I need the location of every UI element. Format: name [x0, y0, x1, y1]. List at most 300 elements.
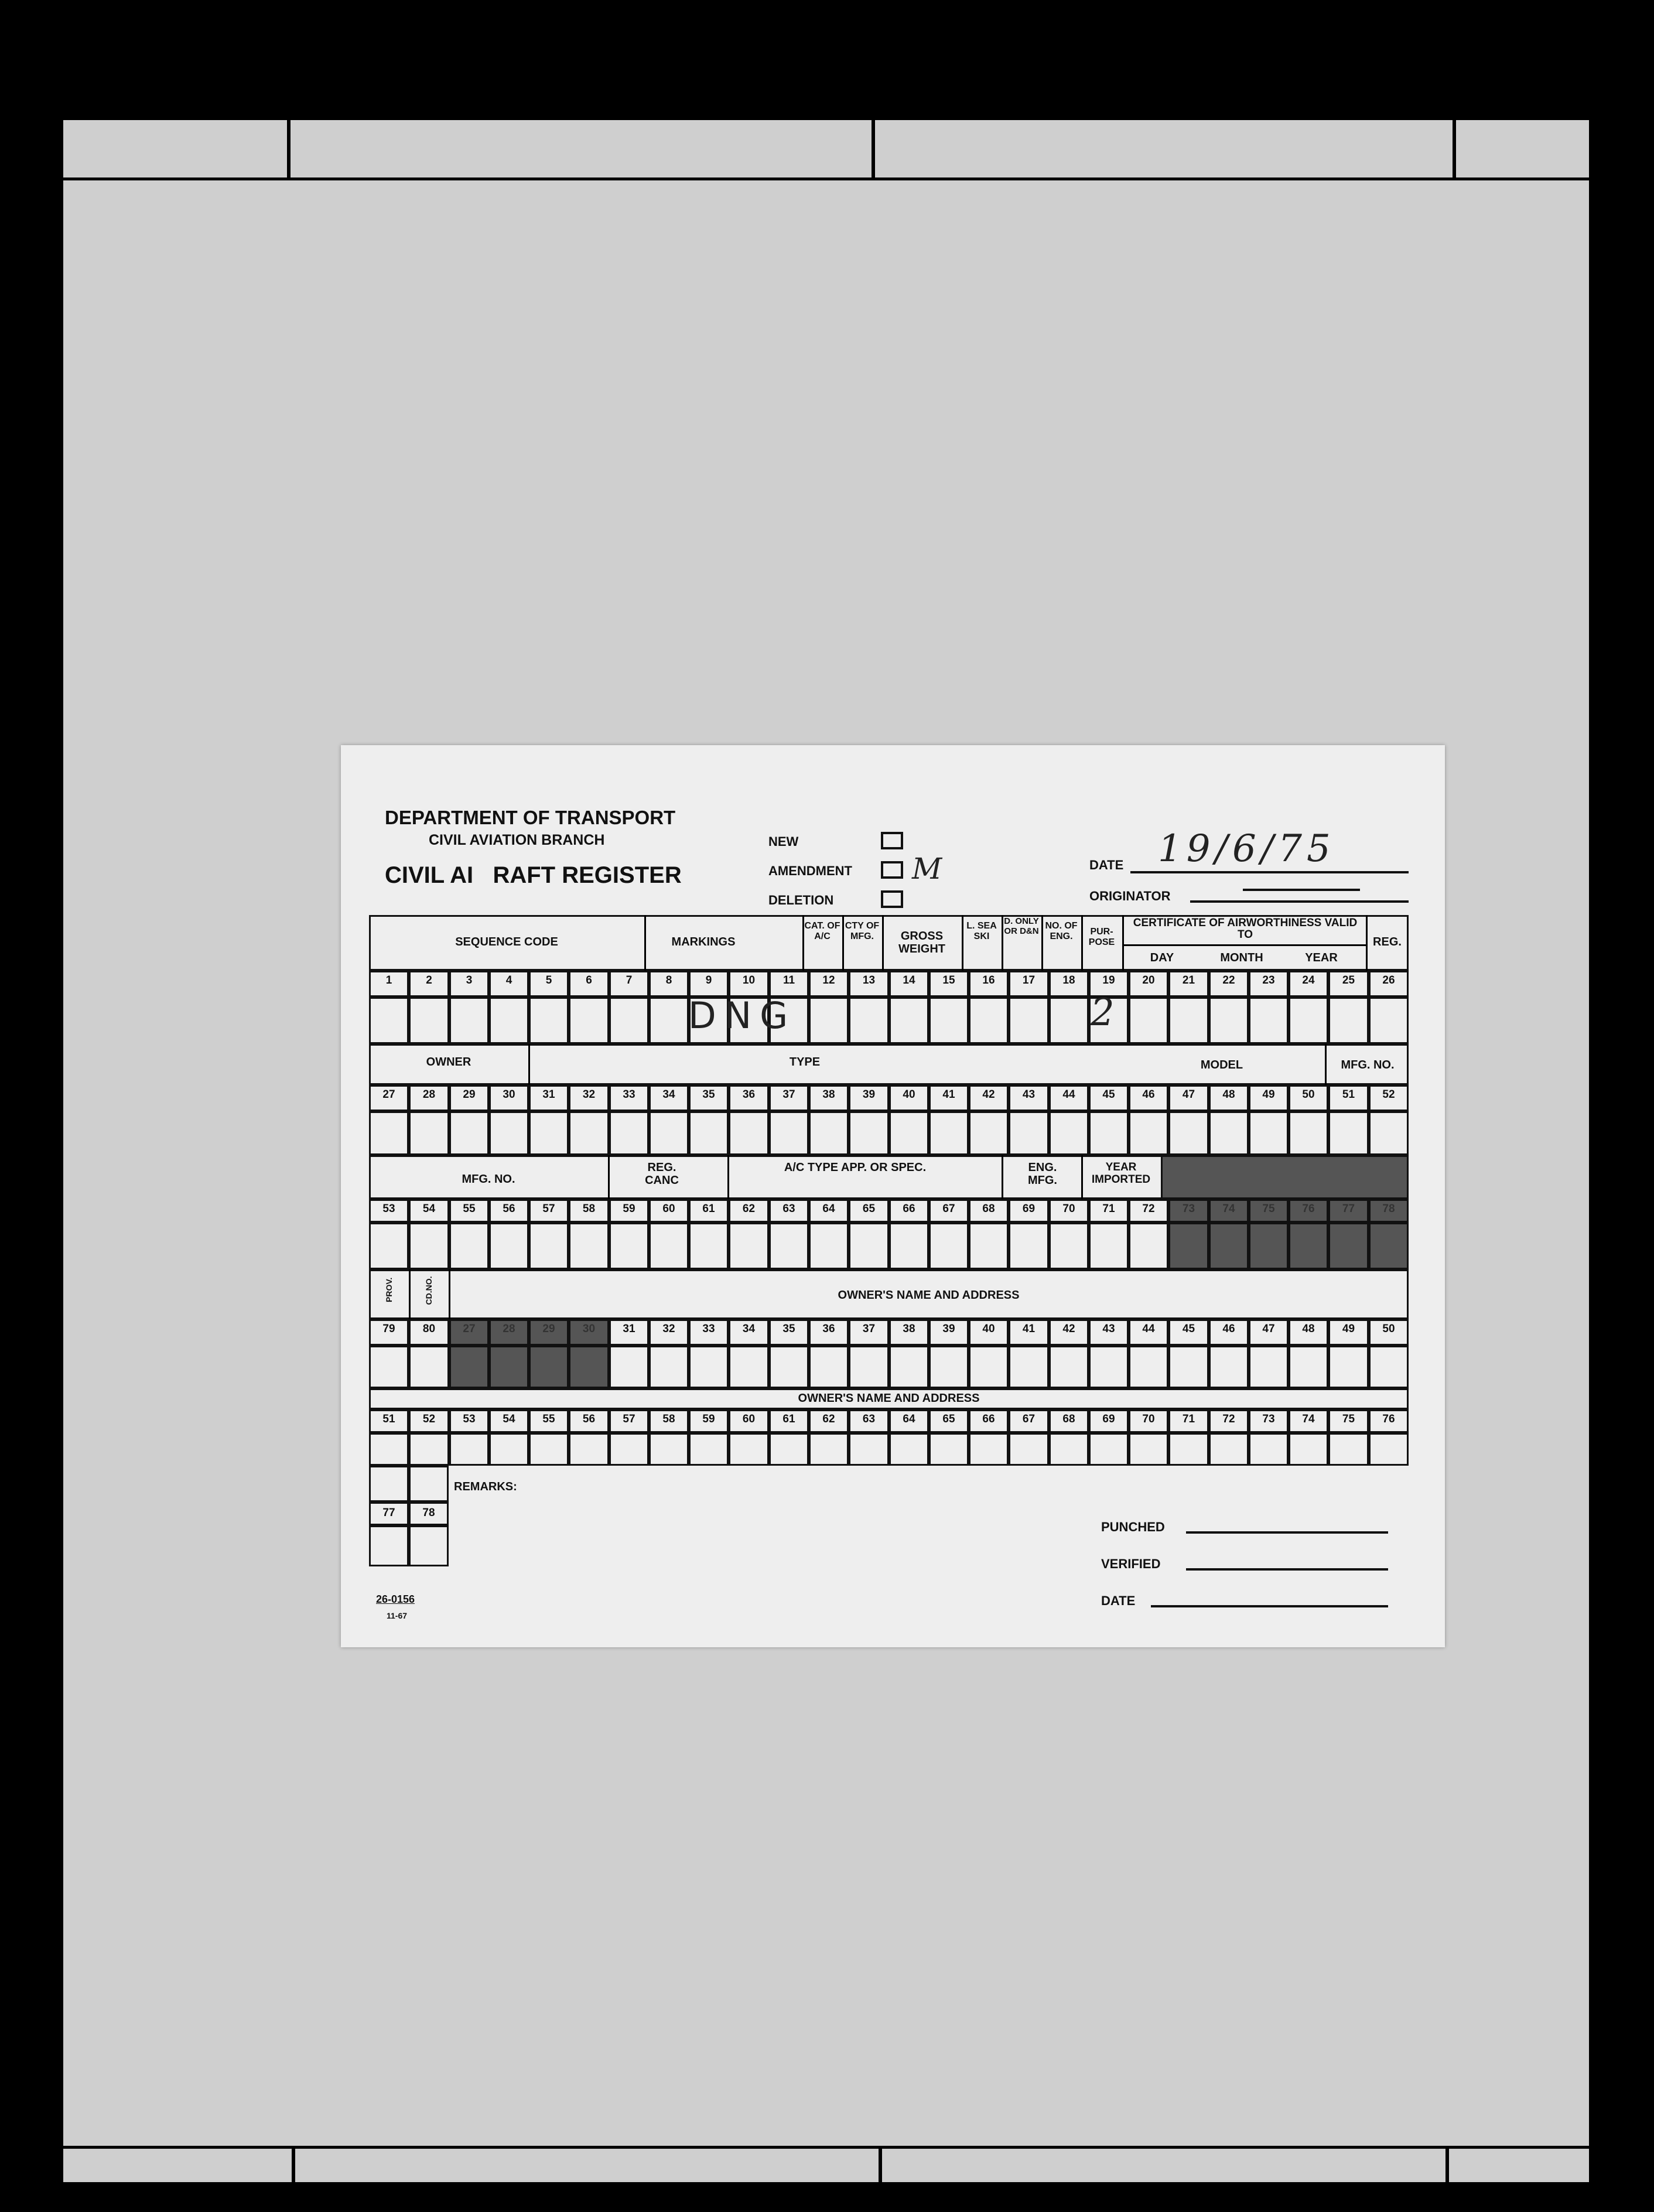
column-number: 6: [586, 974, 592, 986]
column-number: 28: [422, 1088, 436, 1101]
column-number: 74: [1222, 1203, 1235, 1215]
entry-cell[interactable]: [1369, 997, 1409, 1044]
entry-cell: [1249, 1223, 1289, 1269]
branch-heading: CIVIL AVIATION BRANCH: [429, 832, 605, 848]
deletion-label: DELETION: [768, 893, 834, 907]
entry-cell[interactable]: [649, 1223, 689, 1269]
column-number: 31: [542, 1088, 555, 1101]
column-number: 67: [1022, 1413, 1036, 1425]
entry-cell[interactable]: [1209, 1111, 1249, 1155]
entry-cell[interactable]: [689, 1111, 729, 1155]
entry-cell[interactable]: [1289, 1433, 1328, 1466]
entry-cell[interactable]: [1089, 1346, 1129, 1388]
column-number: 3: [466, 974, 473, 986]
column-number: 14: [903, 974, 915, 986]
column-number: 66: [903, 1203, 915, 1215]
footer-blank-2: [409, 1466, 449, 1502]
entry-cell[interactable]: [969, 1111, 1009, 1155]
column-number: 53: [382, 1203, 395, 1215]
column-number: 68: [982, 1203, 995, 1215]
column-number: 18: [1062, 974, 1075, 986]
markings-value: DNG: [688, 994, 797, 1037]
entry-cell[interactable]: [1369, 1111, 1409, 1155]
lsea-header: L. SEA SKI: [966, 921, 997, 941]
column-number: 78: [1382, 1203, 1395, 1215]
column-number: 77: [1342, 1203, 1355, 1215]
top-divider-left: [287, 120, 291, 179]
entry-cell[interactable]: [809, 1433, 849, 1466]
column-number: 25: [1342, 974, 1355, 986]
column-number: 45: [1182, 1323, 1195, 1335]
column-number: 64: [903, 1413, 915, 1425]
column-number: 32: [582, 1088, 596, 1101]
column-number: 16: [982, 974, 995, 986]
entry-cell[interactable]: [1049, 1111, 1089, 1155]
entry-cell[interactable]: [929, 997, 969, 1044]
entry-cell[interactable]: [409, 1346, 449, 1388]
entry-cell: [1168, 1223, 1209, 1269]
year-header: YEAR: [1305, 951, 1338, 964]
deletion-checkbox[interactable]: [881, 890, 903, 908]
column-number: 41: [1022, 1323, 1036, 1335]
entry-cell[interactable]: [849, 1433, 889, 1466]
column-number: 28: [503, 1323, 515, 1335]
entry-cell[interactable]: [369, 1433, 409, 1466]
column-number: 69: [1022, 1203, 1036, 1215]
entry-cell[interactable]: [929, 1433, 969, 1466]
entry-cell[interactable]: [489, 997, 529, 1044]
entry-cell[interactable]: [1168, 997, 1209, 1044]
entry-cell[interactable]: [1328, 1346, 1369, 1388]
column-number: 66: [982, 1413, 995, 1425]
column-number: 67: [942, 1203, 955, 1215]
top-frame-line: [63, 177, 1589, 180]
column-number: 65: [942, 1413, 955, 1425]
column-number: 12: [822, 974, 835, 986]
amendment-label: AMENDMENT: [768, 863, 852, 878]
column-number: 21: [1182, 974, 1195, 986]
owner-name-header-2: OWNER'S NAME AND ADDRESS: [798, 1392, 980, 1405]
form-date: 11-67: [387, 1611, 408, 1620]
column-number: 74: [1302, 1413, 1315, 1425]
originator-line: [1190, 900, 1409, 903]
entry-cell[interactable]: [889, 1111, 929, 1155]
entry-cell[interactable]: [369, 997, 409, 1044]
column-number: 29: [463, 1088, 476, 1101]
eng-mfg-header: ENG. MFG.: [1028, 1161, 1057, 1187]
entry-cell[interactable]: [849, 1111, 889, 1155]
column-number: 33: [623, 1088, 635, 1101]
column-number: 80: [422, 1323, 436, 1335]
column-number: 37: [782, 1088, 795, 1101]
column-number: 72: [1142, 1203, 1155, 1215]
column-number: 47: [1182, 1088, 1195, 1101]
amendment-checkbox[interactable]: [881, 861, 903, 879]
entry-cell[interactable]: [649, 1111, 689, 1155]
entry-cell: [1369, 1223, 1409, 1269]
mfg-no-header-2: MFG. NO.: [1341, 1059, 1395, 1071]
footer-date-label: DATE: [1101, 1593, 1136, 1608]
column-number: 36: [742, 1088, 756, 1101]
entry-cell[interactable]: [369, 1223, 409, 1269]
footer-entry-78[interactable]: [409, 1525, 449, 1566]
entry-cell[interactable]: [1209, 997, 1249, 1044]
column-number: 22: [1222, 974, 1235, 986]
entry-cell[interactable]: [889, 1433, 929, 1466]
entry-cell[interactable]: [1289, 1111, 1328, 1155]
column-number: 70: [1062, 1203, 1075, 1215]
entry-cell: [489, 1346, 529, 1388]
entry-cell[interactable]: [689, 1346, 729, 1388]
entry-cell[interactable]: [649, 1433, 689, 1466]
column-number: 19: [1102, 974, 1115, 986]
column-number: 73: [1262, 1413, 1275, 1425]
entry-cell[interactable]: [369, 1346, 409, 1388]
department-heading: DEPARTMENT OF TRANSPORT: [385, 807, 676, 828]
column-number: 46: [1142, 1088, 1155, 1101]
divider: [727, 1155, 729, 1199]
column-number: 38: [822, 1088, 835, 1101]
gross-weight-header: GROSS WEIGHT: [898, 930, 945, 955]
entry-cell[interactable]: [1168, 1111, 1209, 1155]
entry-cell[interactable]: [449, 1111, 489, 1155]
column-number: 33: [702, 1323, 715, 1335]
entry-cell[interactable]: [1009, 1346, 1049, 1388]
entry-cell: [1289, 1223, 1328, 1269]
column-number: 40: [903, 1088, 915, 1101]
prov-header: PROV.: [384, 1277, 394, 1302]
column-number: 43: [1022, 1088, 1036, 1101]
entry-cell[interactable]: [529, 997, 569, 1044]
entry-cell[interactable]: [929, 1223, 969, 1269]
entry-cell[interactable]: [969, 997, 1009, 1044]
entry-cell[interactable]: [809, 1223, 849, 1269]
column-number: 48: [1222, 1088, 1235, 1101]
entry-cell[interactable]: [369, 1111, 409, 1155]
entry-cell[interactable]: [1129, 1223, 1168, 1269]
reg-header: REG.: [1373, 936, 1402, 948]
purpose-header: PUR- POSE: [1088, 927, 1115, 947]
column-number: 71: [1102, 1203, 1115, 1215]
entry-cell[interactable]: [529, 1223, 569, 1269]
column-number: 79: [382, 1323, 395, 1335]
column-number: 73: [1182, 1203, 1195, 1215]
entry-cell[interactable]: [489, 1433, 529, 1466]
column-number: 50: [1302, 1088, 1315, 1101]
entry-cell[interactable]: [1328, 1433, 1369, 1466]
column-number: 63: [782, 1203, 795, 1215]
entry-cell[interactable]: [1168, 1433, 1209, 1466]
entry-cell[interactable]: [769, 1346, 809, 1388]
entry-cell[interactable]: [609, 1433, 649, 1466]
entry-cell[interactable]: [769, 1111, 809, 1155]
entry-cell[interactable]: [1009, 1111, 1049, 1155]
entry-cell[interactable]: [609, 997, 649, 1044]
originator-label: ORIGINATOR: [1089, 889, 1171, 903]
column-number: 72: [1222, 1413, 1235, 1425]
entry-cell[interactable]: [929, 1111, 969, 1155]
entry-cell[interactable]: [1009, 1433, 1049, 1466]
entry-cell[interactable]: [1009, 1223, 1049, 1269]
column-number: 36: [822, 1323, 835, 1335]
year-imported-header: YEAR IMPORTED: [1091, 1161, 1151, 1186]
column-number: 35: [782, 1323, 795, 1335]
column-number: 75: [1342, 1413, 1355, 1425]
entry-cell[interactable]: [1009, 997, 1049, 1044]
column-number: 47: [1262, 1323, 1275, 1335]
entry-cell[interactable]: [489, 1223, 529, 1269]
entry-cell[interactable]: [1089, 1111, 1129, 1155]
entry-cell[interactable]: [489, 1111, 529, 1155]
form-number: 26-0156: [376, 1593, 415, 1605]
entry-cell[interactable]: [649, 997, 689, 1044]
column-number: 17: [1022, 974, 1036, 986]
entry-cell[interactable]: [809, 1111, 849, 1155]
top-divider-mid: [872, 120, 875, 179]
column-number: 52: [1382, 1088, 1395, 1101]
column-number: 13: [862, 974, 876, 986]
column-number: 5: [545, 974, 552, 986]
entry-cell[interactable]: [849, 1223, 889, 1269]
column-number: 34: [662, 1088, 675, 1101]
entry-cell[interactable]: [1049, 1433, 1089, 1466]
column-number: 20: [1142, 974, 1155, 986]
column-number: 26: [1382, 974, 1395, 986]
bottom-divider-left: [292, 2147, 295, 2182]
column-number: 48: [1302, 1323, 1315, 1335]
entry-cell[interactable]: [569, 1223, 609, 1269]
new-label: NEW: [768, 834, 799, 849]
entry-cell: [1209, 1223, 1249, 1269]
column-number: 55: [542, 1413, 555, 1425]
punched-line: [1186, 1531, 1388, 1534]
column-number: 43: [1102, 1323, 1115, 1335]
type-header: TYPE: [789, 1056, 821, 1069]
row3-shaded-header: [1161, 1155, 1409, 1199]
entry-cell[interactable]: [929, 1346, 969, 1388]
entry-cell[interactable]: [409, 997, 449, 1044]
column-number: 23: [1262, 974, 1275, 986]
entry-cell[interactable]: [529, 1111, 569, 1155]
column-number: 61: [782, 1413, 795, 1425]
column-number: 76: [1302, 1203, 1315, 1215]
top-divider-right: [1453, 120, 1456, 179]
column-number: 51: [382, 1413, 395, 1425]
column-number: 35: [702, 1088, 715, 1101]
day-header: DAY: [1150, 951, 1174, 964]
column-number: 15: [942, 974, 955, 986]
column-number: 50: [1382, 1323, 1395, 1335]
column-number: 52: [422, 1413, 436, 1425]
date-value: 19/6/75: [1158, 827, 1335, 871]
amendment-note: M: [912, 852, 942, 886]
column-number: 45: [1102, 1088, 1115, 1101]
entry-cell[interactable]: [569, 1111, 609, 1155]
entry-cell[interactable]: [1089, 1433, 1129, 1466]
entry-cell[interactable]: [849, 1346, 889, 1388]
entry-cell[interactable]: [609, 1111, 649, 1155]
column-number: 57: [542, 1203, 555, 1215]
entry-cell: [569, 1346, 609, 1388]
column-number: 29: [542, 1323, 555, 1335]
column-number: 59: [623, 1203, 635, 1215]
entry-cell[interactable]: [1168, 1346, 1209, 1388]
column-number: 4: [505, 974, 512, 986]
column-number: 60: [742, 1413, 756, 1425]
entry-cell[interactable]: [809, 997, 849, 1044]
entry-cell[interactable]: [1249, 1111, 1289, 1155]
entry-cell[interactable]: [969, 1433, 1009, 1466]
column-number: 58: [582, 1203, 596, 1215]
cty-header: CTY OF MFG.: [845, 921, 880, 941]
column-number: 30: [582, 1323, 596, 1335]
verified-label: VERIFIED: [1101, 1556, 1161, 1571]
entry-cell[interactable]: [1369, 1346, 1409, 1388]
column-number: 62: [742, 1203, 756, 1215]
entry-cell[interactable]: [569, 997, 609, 1044]
entry-cell[interactable]: [409, 1111, 449, 1155]
entry-cell[interactable]: [1209, 1346, 1249, 1388]
entry-cell[interactable]: [569, 1433, 609, 1466]
register-title: CIVIL AI RAFT REGISTER: [385, 862, 682, 888]
entry-cell[interactable]: [889, 1223, 929, 1269]
entry-cell[interactable]: [1249, 1433, 1289, 1466]
column-number: 61: [702, 1203, 715, 1215]
column-number: 38: [903, 1323, 915, 1335]
entry-cell[interactable]: [409, 1223, 449, 1269]
cert-header: CERTIFICATE OF AIRWORTHINESS VALID TO: [1133, 917, 1358, 941]
entry-cell[interactable]: [1129, 997, 1168, 1044]
entry-cell[interactable]: [1289, 997, 1328, 1044]
entry-cell[interactable]: [689, 1433, 729, 1466]
entry-cell[interactable]: [1129, 1346, 1168, 1388]
column-number: 27: [463, 1323, 476, 1335]
entry-cell[interactable]: [1249, 1346, 1289, 1388]
divider: [1002, 1155, 1003, 1199]
column-number: 75: [1262, 1203, 1275, 1215]
column-number: 31: [623, 1323, 635, 1335]
mfg-no-header-3: MFG. NO.: [462, 1173, 515, 1186]
entry-cell[interactable]: [1249, 997, 1289, 1044]
entry-cell[interactable]: [1328, 1111, 1369, 1155]
no-eng-header: NO. OF ENG.: [1045, 921, 1078, 941]
entry-cell[interactable]: [1129, 1111, 1168, 1155]
entry-cell[interactable]: [729, 1346, 769, 1388]
column-number: 58: [662, 1413, 675, 1425]
divider: [409, 1269, 411, 1319]
column-number: 42: [1062, 1323, 1075, 1335]
entry-cell: [449, 1346, 489, 1388]
register-card: [341, 745, 1445, 1647]
entry-cell[interactable]: [769, 1223, 809, 1269]
entry-cell[interactable]: [769, 1433, 809, 1466]
column-number: 65: [862, 1203, 876, 1215]
footer-entry-77[interactable]: [369, 1525, 409, 1566]
new-checkbox[interactable]: [881, 832, 903, 849]
column-number: 10: [742, 974, 756, 986]
entry-cell[interactable]: [409, 1433, 449, 1466]
column-number: 51: [1342, 1088, 1355, 1101]
column-number: 27: [382, 1088, 395, 1101]
entry-cell[interactable]: [1049, 1223, 1089, 1269]
owner-header: OWNER: [426, 1056, 471, 1069]
column-number: 71: [1182, 1413, 1195, 1425]
column-number: 32: [662, 1323, 675, 1335]
entry-cell[interactable]: [1089, 1223, 1129, 1269]
entry-cell[interactable]: [449, 1433, 489, 1466]
entry-cell[interactable]: [889, 997, 929, 1044]
column-number: 11: [782, 974, 795, 986]
cd-no-header: CD.NO.: [424, 1276, 433, 1305]
entry-cell[interactable]: [729, 1433, 769, 1466]
date-underline-mark: [1243, 889, 1360, 891]
column-number: 8: [665, 974, 672, 986]
column-number: 60: [662, 1203, 675, 1215]
reg-canc-header: REG. CANC: [645, 1161, 679, 1187]
column-number: 42: [982, 1088, 995, 1101]
column-number: 57: [623, 1413, 635, 1425]
entry-cell[interactable]: [609, 1223, 649, 1269]
sequence-code-header: SEQUENCE CODE: [455, 936, 558, 948]
bottom-divider-right: [1445, 2147, 1449, 2182]
owner-name-header-1: OWNER'S NAME AND ADDRESS: [838, 1289, 1020, 1302]
entry-cell[interactable]: [649, 1346, 689, 1388]
entry-cell[interactable]: [969, 1346, 1009, 1388]
entry-cell[interactable]: [849, 997, 889, 1044]
entry-cell[interactable]: [1328, 997, 1369, 1044]
column-number: 41: [942, 1088, 955, 1101]
entry-cell[interactable]: [809, 1346, 849, 1388]
entry-cell[interactable]: [1369, 1433, 1409, 1466]
markings-header: MARKINGS: [671, 936, 736, 948]
column-number: 49: [1262, 1088, 1275, 1101]
footer-date-line: [1151, 1605, 1388, 1607]
entry-cell[interactable]: [729, 1223, 769, 1269]
column-number: 69: [1102, 1413, 1115, 1425]
column-number: 59: [702, 1413, 715, 1425]
column-number: 34: [742, 1323, 756, 1335]
column-number: 7: [626, 974, 633, 986]
entry-cell[interactable]: [529, 1433, 569, 1466]
date-line: [1130, 871, 1409, 873]
entry-cell[interactable]: [969, 1223, 1009, 1269]
footer-number: 78: [422, 1507, 435, 1519]
column-number: 39: [862, 1088, 876, 1101]
column-number: 40: [982, 1323, 995, 1335]
entry-cell[interactable]: [729, 1111, 769, 1155]
month-header: MONTH: [1220, 951, 1263, 964]
entry-cell[interactable]: [689, 1223, 729, 1269]
column-number: 44: [1062, 1088, 1075, 1101]
entry-cell[interactable]: [1049, 1346, 1089, 1388]
entry-cell[interactable]: [1049, 997, 1089, 1044]
entry-cell[interactable]: [1129, 1433, 1168, 1466]
ac-type-header: A/C TYPE APP. OR SPEC.: [784, 1161, 927, 1174]
divider: [1122, 944, 1366, 946]
entry-cell[interactable]: [889, 1346, 929, 1388]
entry-cell[interactable]: [1209, 1433, 1249, 1466]
column-number: 76: [1382, 1413, 1395, 1425]
purpose-value: 2: [1091, 991, 1115, 1035]
entry-cell[interactable]: [449, 997, 489, 1044]
entry-cell[interactable]: [449, 1223, 489, 1269]
entry-cell[interactable]: [1289, 1346, 1328, 1388]
punched-label: PUNCHED: [1101, 1520, 1165, 1534]
column-number: 56: [582, 1413, 596, 1425]
column-number: 46: [1222, 1323, 1235, 1335]
entry-cell[interactable]: [609, 1346, 649, 1388]
remarks-label: REMARKS:: [454, 1480, 517, 1493]
